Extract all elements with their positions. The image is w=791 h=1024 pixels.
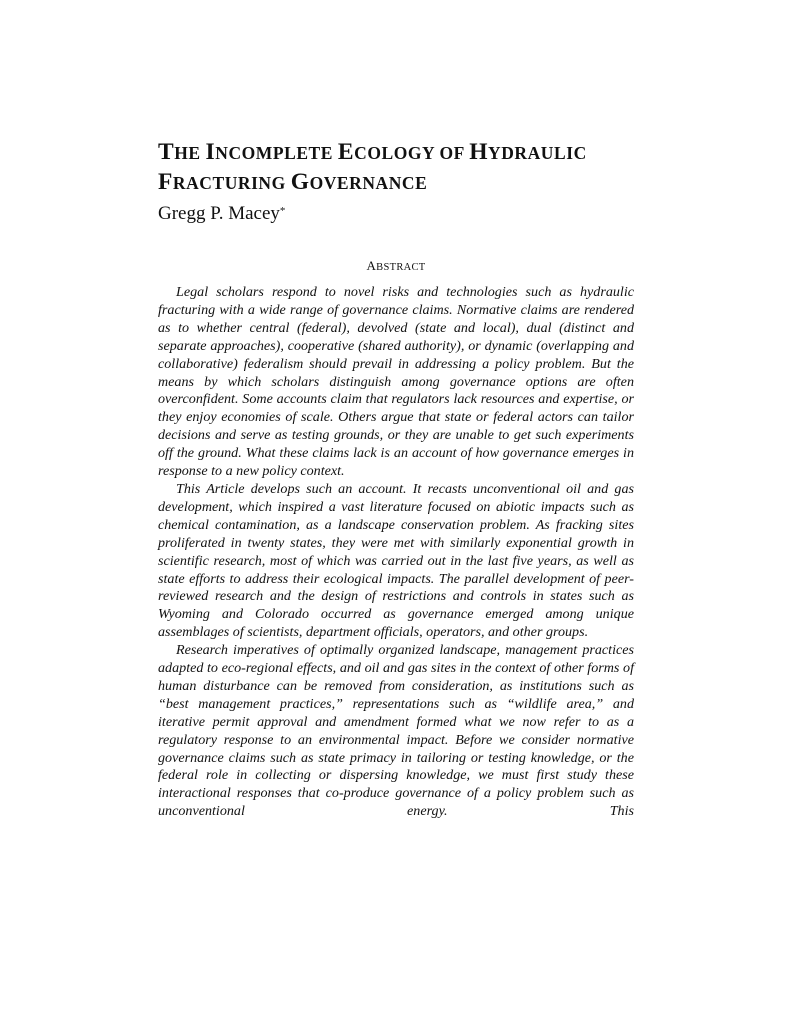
title-cap: E (337, 139, 355, 165)
title-smallcaps: COLOGY OF (354, 143, 470, 163)
title-cap: H (469, 139, 489, 165)
title-line-2 (158, 169, 427, 195)
author-byline (158, 202, 285, 226)
article-title (158, 138, 634, 198)
abstract-heading-cap: A (366, 258, 377, 273)
author-name: Gregg P. Macey (158, 203, 280, 224)
abstract-heading (158, 258, 634, 274)
title-smallcaps: RACTURING (172, 173, 291, 193)
author-footnote-mark[interactable]: * (279, 205, 286, 217)
title-smallcaps: NCOMPLETE (215, 143, 338, 163)
title-smallcaps: YDRAULIC (488, 143, 587, 163)
abstract-paragraph-2: This Article develops such an account. It recasts unconventional oil and gas development, which inspired a vast literature focused on abiotic impacts such as chemical contamination, as a landscape conservation problem. As fracking sites proliferated in twenty states, they were met with similarly exponential growth in scientific research, most of which was carried out in the last five years, as well as state efforts to address their ecological impacts. The parallel development of peer-reviewed research and the design of restrictions and controls in states such as Wyoming and Colorado occurred as governance emerged among unique assemblages of scientists, department officials, operators, and other groups. (158, 480, 634, 641)
abstract-body (158, 284, 634, 821)
title-cap: F (158, 169, 173, 195)
title-cap: I (205, 139, 216, 165)
abstract-paragraph-3: Research imperatives of optimally organized landscape, management practices adapted to eco-regional effects, and oil and gas sites in the context of other forms of human disturbance can be removed from consideration, as institutions such as “best management practices,” representations such as “wildlife area,” and iterative permit approval and amendment formed what we now refer to as a regulatory response to an environmental impact. Before we consider normative governance claims such as state primacy in tailoring or testing knowledge, or the federal role in collecting or dispersing knowledge, we must first study these interactional responses that co-produce governance of a policy problem such as unconventional energy. This (158, 642, 634, 820)
title-smallcaps: OVERNANCE (309, 173, 428, 193)
title-cap: T (158, 139, 175, 165)
title-smallcaps: HE (174, 143, 206, 163)
title-line-1 (158, 139, 587, 165)
abstract-heading-smallcaps: BSTRACT (376, 262, 426, 273)
title-cap: G (290, 169, 310, 195)
abstract-paragraph-1: Legal scholars respond to novel risks and technologies such as hydraulic fracturing with a wide range of governance claims. Normative claims are rendered as to whether central (federal), devolved (state and local), dual (distinct and separate approaches), cooperative (shared authority), or dynamic (overlapping and collaborative) federalism should prevail in addressing a policy problem. But the means by which scholars distinguish among governance options are often overconfident. Some accounts claim that regulators lack resources and expertise, or they enjoy economies of scale. Others argue that state or federal actors can tailor decisions and serve as testing grounds, or they are unable to get such experiments off the ground. What these claims lack is an account of how governance emerges in response to a new policy context. (158, 284, 634, 480)
